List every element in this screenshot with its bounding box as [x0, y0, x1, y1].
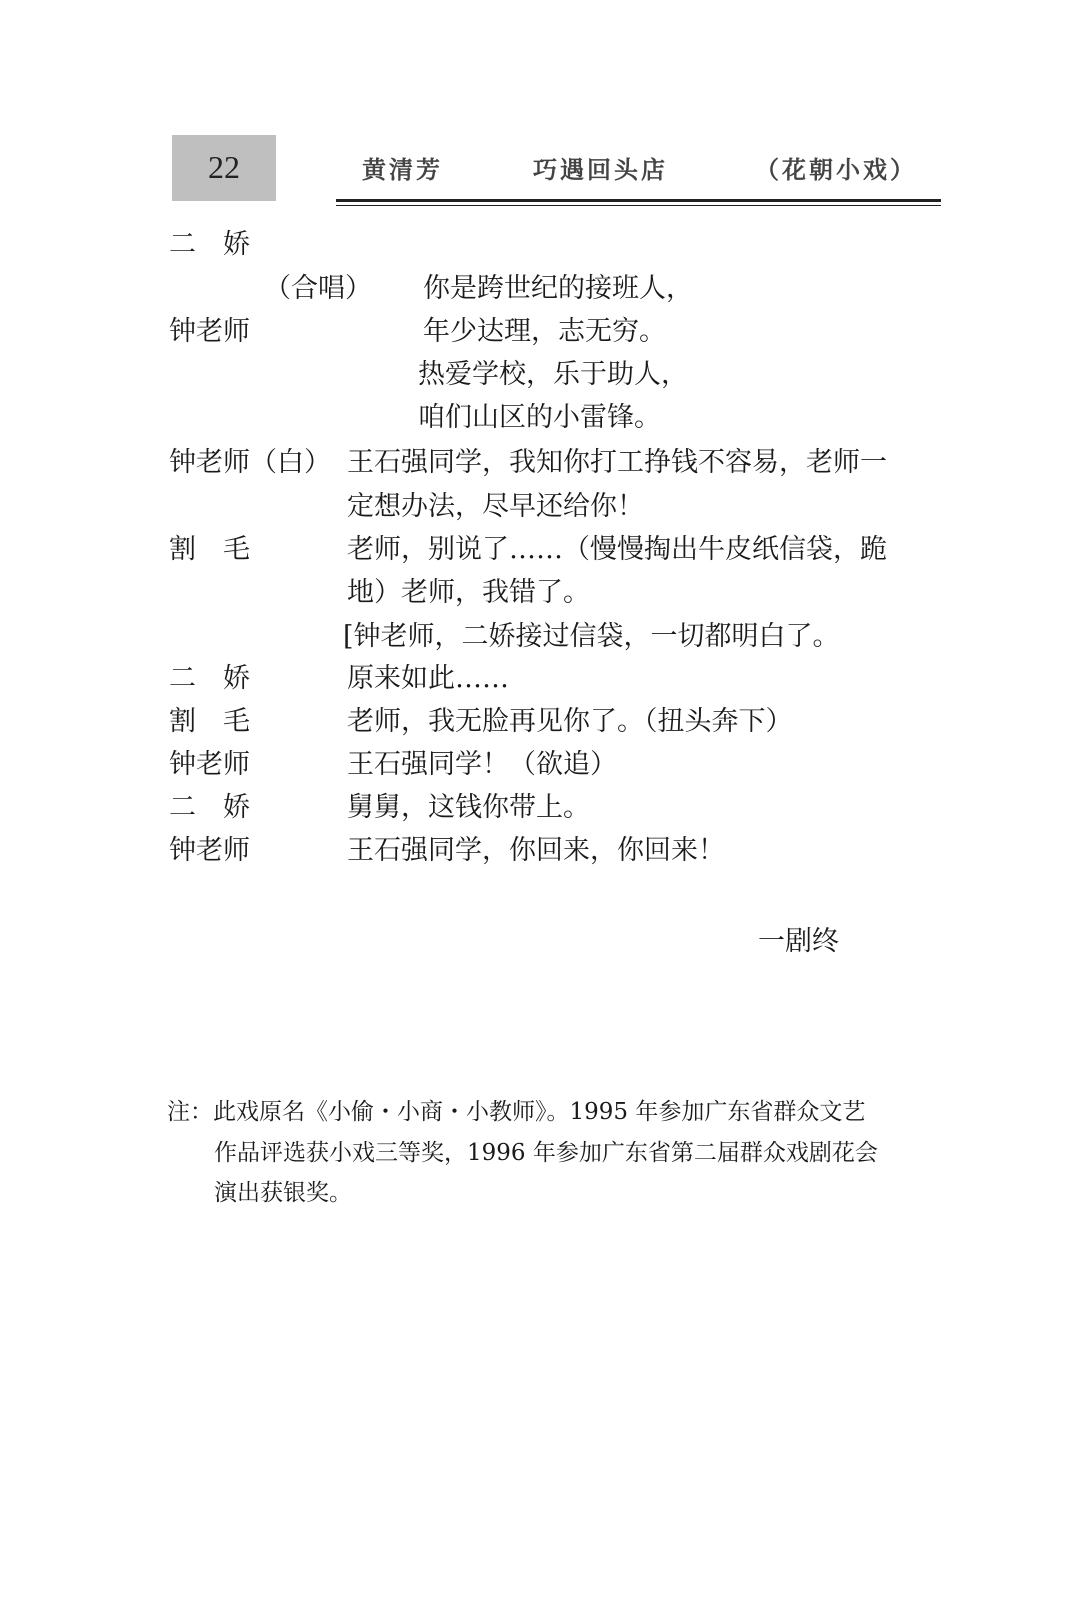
dialogue-line: 老师，别说了……（慢慢掏出牛皮纸信袋，跪: [347, 534, 887, 565]
dialogue-line: 王石强同学！（欲追）: [347, 749, 617, 780]
header-author: 黄清芳: [362, 156, 443, 184]
lyric-line: 你是跨世纪的接班人，: [423, 273, 693, 304]
speaker: 钟老师: [169, 749, 250, 780]
header-rule-thin: [336, 205, 941, 206]
dialogue-line: 王石强同学，我知你打工挣钱不容易，老师一: [347, 447, 887, 478]
lyric-line: 咱们山区的小雷锋。: [418, 402, 661, 433]
page-number-box: [172, 135, 276, 201]
dialogue-line: 舅舅，这钱你带上。: [347, 792, 590, 823]
lyric-line: 热爱学校，乐于助人，: [418, 359, 688, 390]
page-number: 22: [208, 149, 240, 185]
speaker: 钟老师: [169, 316, 250, 347]
footnote-line: 注：此戏原名《小偷・小商・小教师》。1995 年参加广东省群众文艺: [167, 1099, 866, 1125]
header-rule-thick: [336, 199, 941, 202]
footnote-line: 作品评选获小戏三等奖，1996 年参加广东省第二届群众戏剧花会: [214, 1140, 878, 1166]
stage-direction: （合唱）: [264, 273, 372, 304]
lyric-line: 年少达理，志无穷。: [423, 316, 666, 347]
speaker: 钟老师（白）: [169, 447, 331, 478]
dialogue-line: 原来如此……: [347, 663, 509, 694]
speaker: 二 娇: [169, 229, 250, 260]
dialogue-line: 王石强同学，你回来，你回来！: [347, 835, 725, 866]
dialogue-line: 老师，我无脸再见你了。（扭头奔下）: [347, 706, 793, 737]
play-ending: 一剧终: [758, 926, 839, 957]
header-genre: （花朝小戏）: [755, 156, 917, 184]
header-title: 巧遇回头店: [533, 156, 668, 184]
speaker: 二 娇: [169, 663, 250, 694]
speaker: 钟老师: [169, 835, 250, 866]
footnote-line: 演出获银奖。: [214, 1180, 352, 1206]
speaker: 割 毛: [169, 534, 250, 565]
speaker: 二 娇: [169, 792, 250, 823]
stage-direction: [钟老师，二娇接过信袋，一切都明白了。: [343, 621, 840, 652]
dialogue-line: 地）老师，我错了。: [347, 577, 590, 608]
dialogue-line: 定想办法，尽早还给你！: [347, 491, 644, 522]
speaker: 割 毛: [169, 706, 250, 737]
